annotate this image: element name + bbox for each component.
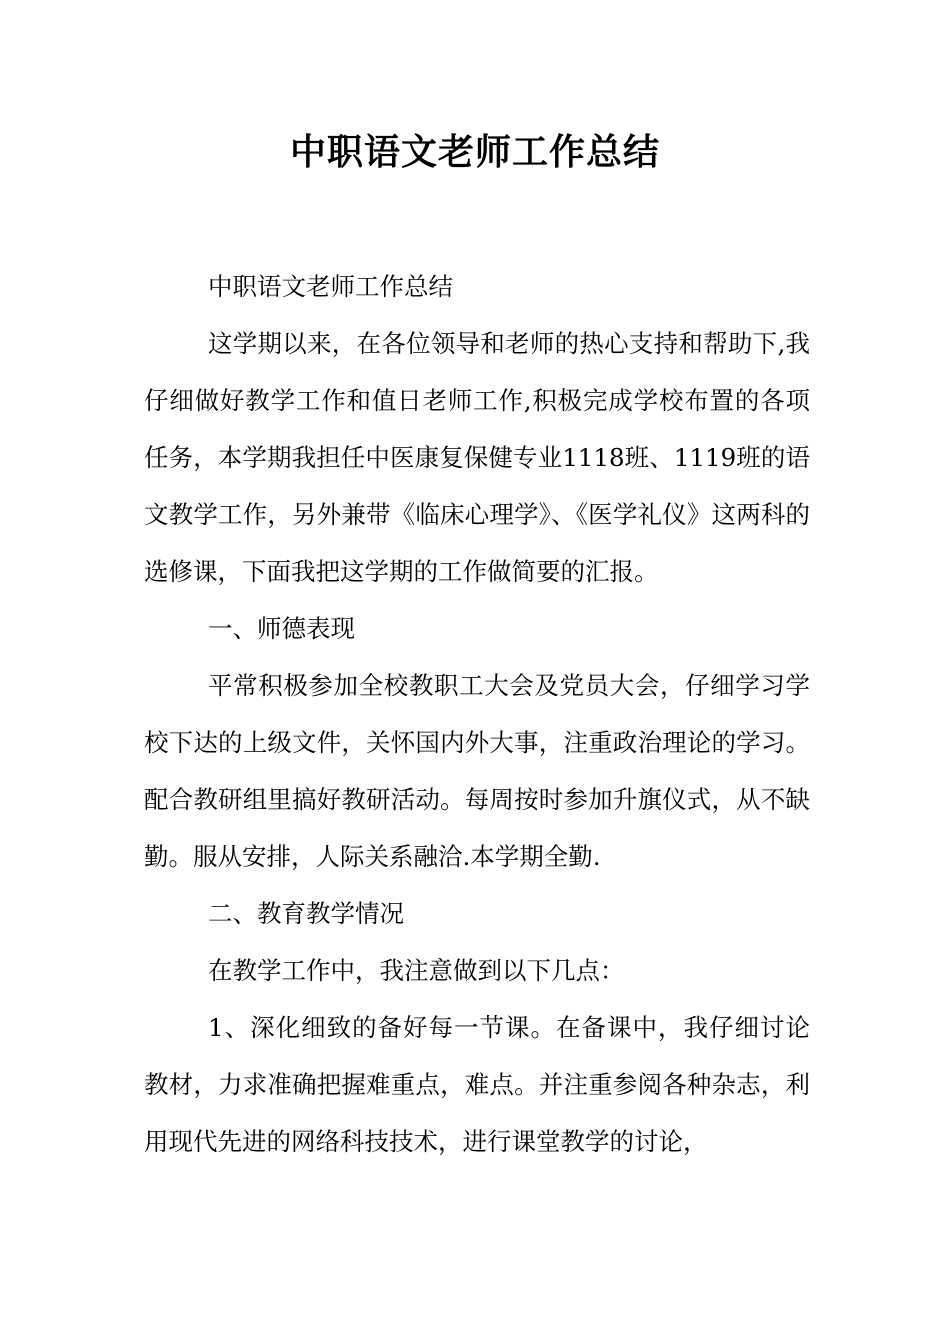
section-heading-ethics: 一、师德表现 — [208, 614, 355, 643]
intro-paragraph: 这学期以来，在各位领导和老师的热心支持和帮助下,我仔细做好教学工作和值日老师工作,积极完成学校布置的各项任务，本学期我担任中医康复保健专业1118班、1119班的语文教学工作，另外兼带《临床心理学》、《医学礼仪》这两科的选修课，下面我把这学期的工作做简要的汇报。 — [144, 329, 810, 586]
teaching-point-1-paragraph: 1、深化细致的备好每一节课。在备课中，我仔细讨论教材，力求准确把握难重点，难点。并注重参阅各种杂志，利用现代先进的网络科技技术，进行课堂教学的讨论， — [144, 1013, 810, 1156]
teaching-intro-paragraph: 在教学工作中，我注意做到以下几点： — [208, 956, 625, 985]
subtitle-paragraph: 中职语文老师工作总结 — [208, 272, 453, 301]
document-title: 中职语文老师工作总结 — [289, 131, 660, 173]
ethics-paragraph: 平常积极参加全校教职工大会及党员大会，仔细学习学校下达的上级文件，关怀国内外大事，注重政治理论的学习。配合教研组里搞好教研活动。每周按时参加升旗仪式，从不缺勤。服从安排，人际关系融洽.本学期全勤. — [144, 671, 810, 871]
section-heading-teaching: 二、教育教学情况 — [208, 899, 404, 928]
document-body — [144, 258, 810, 1170]
